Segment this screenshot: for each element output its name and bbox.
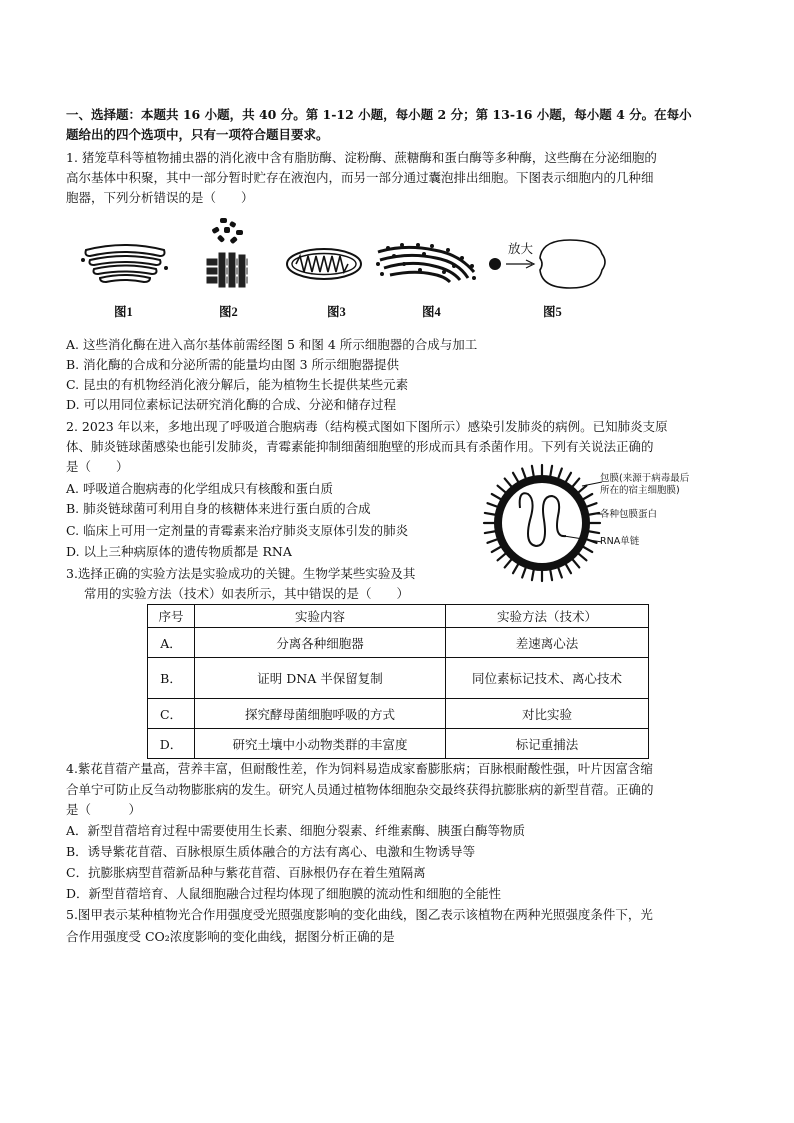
row-index: D． bbox=[148, 729, 195, 759]
q4-option-a: A．新型苜蓿培育过程中需要使用生长素、细胞分裂素、纤维素酶、胰蛋白酶等物质 bbox=[66, 823, 526, 838]
header-content: 实验内容 bbox=[195, 605, 446, 628]
table-row bbox=[148, 628, 649, 658]
methods-table bbox=[147, 604, 649, 759]
figure-mitochondrion bbox=[284, 246, 364, 282]
virus-envelope-label-1: 包膜(来源于病毒最后 bbox=[600, 473, 690, 484]
row-content: 研究土壤中小动物类群的丰富度 bbox=[195, 729, 446, 759]
q4-stem-line3: 是（ ） bbox=[66, 802, 142, 817]
row-method: 标记重捕法 bbox=[446, 729, 649, 759]
figure-rough-er bbox=[374, 242, 478, 284]
q2-stem-line2: 体、肺炎链球菌感染也能引发肺炎，青霉素能抑制细菌细胞壁的形成而具有杀菌作用。下列有关说法正确的 bbox=[66, 439, 654, 454]
q1-stem-line1: 1. 猪笼草科等植物捕虫器的消化液中含有脂肪酶、淀粉酶、蔗糖酶和蛋白酶等多种酶，这些酶在分泌细胞的 bbox=[66, 150, 657, 165]
section-header-line2: 题给出的四个选项中，只有一项符合题目要求。 bbox=[66, 127, 329, 142]
q1-stem-line3: 胞器，下列分析错误的是（ ） bbox=[66, 190, 254, 205]
figure-golgi bbox=[80, 240, 170, 285]
row-method: 同位素标记技术、离心技术 bbox=[446, 658, 649, 699]
header-method: 实验方法（技术） bbox=[446, 605, 649, 628]
q4-stem-line1: 4.紫花苜蓿产量高，营养丰富，但耐酸性差，作为饲料易造成家畜膨胀病；百脉根耐酸性强，叶片因富含缩 bbox=[66, 761, 653, 776]
virus-protein-label: 各种包膜蛋白 bbox=[600, 509, 658, 520]
section-header-line1: 一、选择题：本题共 16 小题，共 40 分。第 1-12 小题，每小题 2 分；第 13-16 小题，每小题 4 分。在每小 bbox=[66, 107, 692, 122]
q2-stem-line3: 是（ ） bbox=[66, 459, 129, 474]
row-index: B． bbox=[148, 658, 195, 699]
q2-stem-line1: 2. 2023 年以来，多地出现了呼吸道合胞病毒（结构模式图如下图所示）感染引发肺炎的病例。已知肺炎支原 bbox=[66, 419, 668, 434]
table-row bbox=[148, 729, 649, 759]
figure-caption-3: 图3 bbox=[327, 305, 346, 319]
virus-rna-label: RNA单链 bbox=[600, 536, 640, 547]
q3-stem-line1: 3.选择正确的实验方法是实验成功的关键。生物学某些实验及其 bbox=[66, 566, 416, 581]
q1-option-d: D. 可以用同位素标记法研究消化酶的合成、分泌和储存过程 bbox=[66, 397, 397, 412]
figure-caption-1: 图1 bbox=[114, 305, 133, 319]
q5-stem-line1: 5.图甲表示某种植物光合作用强度受光照强度影响的变化曲线，图乙表示该植物在两种光照强度条件下，光 bbox=[66, 907, 653, 922]
q1-option-c: C. 昆虫的有机物经消化液分解后，能为植物生长提供某些元素 bbox=[66, 377, 409, 392]
table-row bbox=[148, 699, 649, 729]
virus-envelope-label-2: 所在的宿主细胞膜) bbox=[600, 485, 680, 496]
q1-option-b: B. 消化酶的合成和分泌所需的能量均由图 3 所示细胞器提供 bbox=[66, 357, 400, 372]
q4-stem-line2: 合单宁可防止反刍动物膨胀病的发生。研究人员通过植物体细胞杂交最终获得抗膨胀病的新型苜蓿。正确的 bbox=[66, 782, 654, 797]
q4-option-b: B．诱导紫花苜蓿、百脉根原生质体融合的方法有离心、电激和生物诱导等 bbox=[66, 844, 476, 859]
figure-ribosome bbox=[484, 236, 616, 292]
figure-caption-4: 图4 bbox=[422, 305, 441, 319]
q1-option-a: A. 这些消化酶在进入高尔基体前需经图 5 和图 4 所示细胞器的合成与加工 bbox=[66, 337, 478, 352]
table-row bbox=[148, 658, 649, 699]
figure-caption-5: 图5 bbox=[543, 305, 562, 319]
row-content: 分离各种细胞器 bbox=[195, 628, 446, 658]
row-index: A． bbox=[148, 628, 195, 658]
row-content: 证明 DNA 半保留复制 bbox=[195, 658, 446, 699]
row-method: 对比实验 bbox=[446, 699, 649, 729]
q4-option-d: D．新型苜蓿培育、人鼠细胞融合过程均体现了细胞膜的流动性和细胞的全能性 bbox=[66, 886, 502, 901]
q2-option-c: C. 临床上可用一定剂量的青霉素来治疗肺炎支原体引发的肺炎 bbox=[66, 523, 409, 538]
figure-virus bbox=[478, 460, 608, 585]
magnify-label: 放大 bbox=[508, 241, 534, 256]
table-header-row bbox=[148, 605, 649, 628]
q4-option-c: C．抗膨胀病型苜蓿新品种与紫花苜蓿、百脉根仍存在着生殖隔离 bbox=[66, 865, 426, 880]
q5-stem-line2: 合作用强度受 CO₂浓度影响的变化曲线，据图分析正确的是 bbox=[66, 929, 395, 944]
q2-option-b: B. 肺炎链球菌可利用自身的核糖体来进行蛋白质的合成 bbox=[66, 501, 371, 516]
q2-option-a: A. 呼吸道合胞病毒的化学组成只有核酸和蛋白质 bbox=[66, 481, 333, 496]
figure-centrosome bbox=[196, 214, 262, 290]
row-method: 差速离心法 bbox=[446, 628, 649, 658]
q1-stem-line2: 高尔基体中积聚，其中一部分暂时贮存在液泡内，而另一部分通过囊泡排出细胞。下图表示细胞内的几种细 bbox=[66, 170, 654, 185]
header-index: 序号 bbox=[148, 605, 195, 628]
q2-option-d: D. 以上三种病原体的遗传物质都是 RNA bbox=[66, 544, 292, 559]
row-content: 探究酵母菌细胞呼吸的方式 bbox=[195, 699, 446, 729]
row-index: C． bbox=[148, 699, 195, 729]
figure-caption-2: 图2 bbox=[219, 305, 238, 319]
q3-stem-line2: 常用的实验方法（技术）如表所示，其中错误的是（ ） bbox=[84, 586, 410, 601]
